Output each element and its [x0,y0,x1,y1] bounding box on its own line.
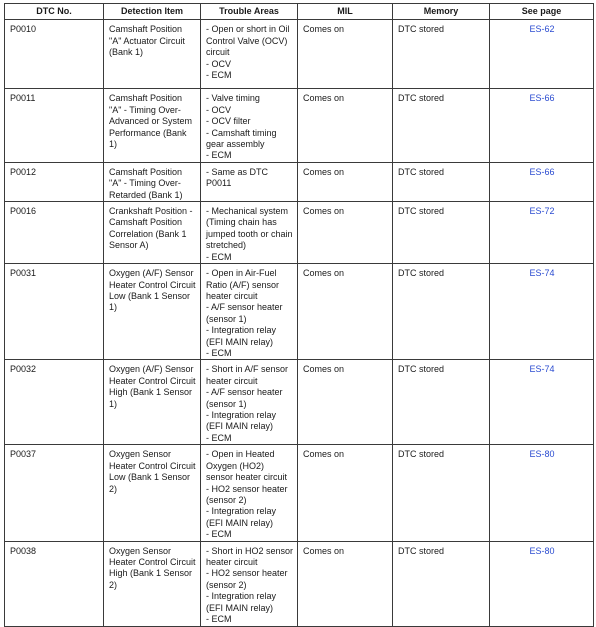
detection-item-cell [104,202,201,264]
trouble-area-line: - ECM [206,251,232,262]
trouble-area-line: - A/F sensor heater [206,302,283,313]
trouble-area-line: jumped tooth or chain [206,228,293,239]
trouble-area-line: - OCV filter [206,116,251,127]
see-page-cell [490,541,594,626]
mil-cell: Comes on [298,445,393,541]
trouble-area-line: stretched) [206,240,247,251]
detection-item-line: Retarded (Bank 1) [109,189,183,200]
dtc-code-cell: P0038 [5,541,104,626]
trouble-area-line: - HO2 sensor heater [206,483,288,494]
trouble-area-line: - Integration relay [206,506,277,517]
detection-item-cell [104,541,201,626]
memory-cell: DTC stored [393,20,490,89]
trouble-area-line: - Short in A/F sensor [206,364,289,375]
dtc-code-cell: P0011 [5,89,104,162]
trouble-area-line: gear assembly [206,139,265,150]
trouble-areas-cell [201,445,298,541]
detection-item-line: Heater Control Circuit [109,279,196,290]
detection-item-line: Low (Bank 1 Sensor [109,472,191,483]
memory-cell: DTC stored [393,445,490,541]
header-dtc-no: DTC No. [5,4,104,20]
detection-item-line: (Bank 1) [109,47,144,58]
table-row [5,162,594,201]
trouble-area-line: - ECM [206,150,232,161]
detection-item-line: 1) [109,302,118,313]
detection-item-line: Camshaft Position [109,24,183,35]
see-page-cell [490,445,594,541]
detection-item-line: Advanced or System [109,116,193,127]
header-see-page: See page [490,4,594,20]
trouble-area-line: heater circuit [206,557,258,567]
trouble-area-line: - Camshaft timing [206,127,277,138]
table-row [5,541,594,626]
detection-item-line: Sensor A) [109,240,149,251]
dtc-code-cell: P0016 [5,202,104,264]
trouble-area-line: (EFI MAIN relay) [206,517,274,528]
detection-item-line: 2) [109,483,118,494]
detection-item-cell [104,162,201,201]
trouble-area-line: circuit [206,47,230,58]
trouble-area-line: - OCV [206,58,232,69]
see-page-cell [490,202,594,264]
table-row [5,20,594,89]
trouble-area-line: - Integration relay [206,591,277,602]
trouble-area-line: (EFI MAIN relay) [206,421,274,432]
trouble-area-line: - ECM [206,347,232,358]
trouble-area-line: (sensor 1) [206,398,247,409]
detection-item-line: Heater Control Circuit [109,460,196,471]
mil-cell: Comes on [298,162,393,201]
detection-item-cell [104,264,201,360]
detection-item-line: 2) [109,579,118,590]
header-mil: MIL [298,4,393,20]
trouble-area-line: - Short in HO2 sensor [206,545,294,556]
trouble-area-line: Control Valve (OCV) [206,35,288,46]
trouble-area-line: - Integration relay [206,325,277,336]
trouble-area-line: - HO2 sensor heater [206,568,288,579]
dtc-code-cell: P0032 [5,360,104,445]
trouble-area-line: heater circuit [206,290,258,301]
mil-cell: Comes on [298,264,393,360]
header-memory: Memory [393,4,490,20]
dtc-table-body [5,20,594,626]
trouble-area-line: - Mechanical system [206,206,289,217]
mil-cell: Comes on [298,202,393,264]
see-page-cell [490,264,594,360]
detection-item-line: Correlation (Bank 1 [109,228,187,239]
trouble-area-line: - ECM [206,529,232,540]
header-detection-item: Detection Item [104,4,201,20]
trouble-area-line: - Open in Air-Fuel [206,268,277,279]
table-row [5,264,594,360]
detection-item-cell [104,445,201,541]
see-page-link[interactable]: ES-74 [529,364,555,375]
trouble-area-line: (Timing chain has [206,217,277,228]
see-page-cell [490,89,594,162]
see-page-link[interactable]: ES-74 [529,268,555,279]
trouble-area-line: Ratio (A/F) sensor [206,279,280,290]
detection-item-line: Low (Bank 1 Sensor [109,290,191,301]
see-page-link[interactable]: ES-72 [529,206,555,217]
trouble-areas-cell [201,20,298,89]
detection-item-line: Oxygen (A/F) Sensor [109,364,194,375]
header-trouble-areas: Trouble Areas [201,4,298,20]
table-row [5,445,594,541]
detection-item-line: Camshaft Position [109,166,183,177]
detection-item-cell [104,360,201,445]
mil-cell: Comes on [298,20,393,89]
header-row [5,4,594,20]
detection-item-line: 1) [109,139,118,150]
detection-item-line: "A" - Timing Over- [109,104,181,115]
detection-item-line: High (Bank 1 Sensor [109,568,193,579]
trouble-area-line: - ECM [206,70,232,81]
trouble-area-line: (sensor 2) [206,579,247,590]
see-page-link[interactable]: ES-66 [529,166,555,177]
trouble-areas-cell [201,89,298,162]
see-page-cell [490,20,594,89]
memory-cell: DTC stored [393,264,490,360]
dtc-code-cell: P0037 [5,445,104,541]
table-row [5,202,594,264]
memory-cell: DTC stored [393,202,490,264]
table-row [5,360,594,445]
detection-item-cell [104,89,201,162]
see-page-link[interactable]: ES-66 [529,93,555,104]
mil-cell: Comes on [298,541,393,626]
see-page-link[interactable]: ES-62 [529,24,555,35]
trouble-areas-cell [201,162,298,201]
dtc-code-cell: P0010 [5,20,104,89]
trouble-area-line: heater circuit [206,375,258,386]
detection-item-line: Performance (Bank [109,127,187,138]
mil-cell: Comes on [298,89,393,162]
detection-item-line: Heater Control Circuit [109,375,196,386]
dtc-code-cell: P0031 [5,264,104,360]
see-page-link[interactable]: ES-80 [529,545,555,556]
dtc-table [4,3,594,627]
memory-cell: DTC stored [393,541,490,626]
detection-item-line: "A" Actuator Circuit [109,35,185,46]
mil-cell: Comes on [298,360,393,445]
detection-item-line: Oxygen Sensor [109,449,172,460]
detection-item-line: "A" - Timing Over- [109,178,181,189]
trouble-area-line: - Valve timing [206,93,260,104]
memory-cell: DTC stored [393,162,490,201]
detection-item-line: Crankshaft Position - [109,206,193,217]
see-page-cell [490,162,594,201]
trouble-area-line: (EFI MAIN relay) [206,602,274,613]
see-page-cell [490,360,594,445]
see-page-link[interactable]: ES-80 [529,449,555,460]
detection-item-line: Camshaft Position [109,93,183,104]
trouble-areas-cell [201,202,298,264]
detection-item-line: High (Bank 1 Sensor [109,387,193,398]
trouble-areas-cell [201,264,298,360]
trouble-area-line: Oxygen (HO2) [206,460,265,471]
detection-item-line: Oxygen (A/F) Sensor [109,268,194,279]
trouble-area-line: (sensor 1) [206,313,247,324]
trouble-area-line: (sensor 2) [206,494,247,505]
memory-cell: DTC stored [393,360,490,445]
trouble-area-line: sensor heater circuit [206,472,288,483]
trouble-area-line: - OCV [206,104,232,115]
trouble-area-line: - Open or short in Oil [206,24,290,35]
dtc-code-cell: P0012 [5,162,104,201]
trouble-area-line: - Integration relay [206,409,277,420]
detection-item-line: Heater Control Circuit [109,557,196,567]
detection-item-line: Camshaft Position [109,217,183,228]
trouble-area-line: (EFI MAIN relay) [206,336,274,347]
trouble-area-line: P0011 [206,178,232,189]
trouble-area-line: - A/F sensor heater [206,387,283,398]
trouble-area-line: - Same as DTC [206,166,269,177]
detection-item-cell [104,20,201,89]
trouble-areas-cell [201,360,298,445]
trouble-area-line: - Open in Heated [206,449,275,460]
memory-cell: DTC stored [393,89,490,162]
trouble-areas-cell [201,541,298,626]
detection-item-line: Oxygen Sensor [109,545,172,556]
table-row [5,89,594,162]
detection-item-line: 1) [109,398,118,409]
trouble-area-line: - ECM [206,614,232,625]
trouble-area-line: - ECM [206,432,232,443]
